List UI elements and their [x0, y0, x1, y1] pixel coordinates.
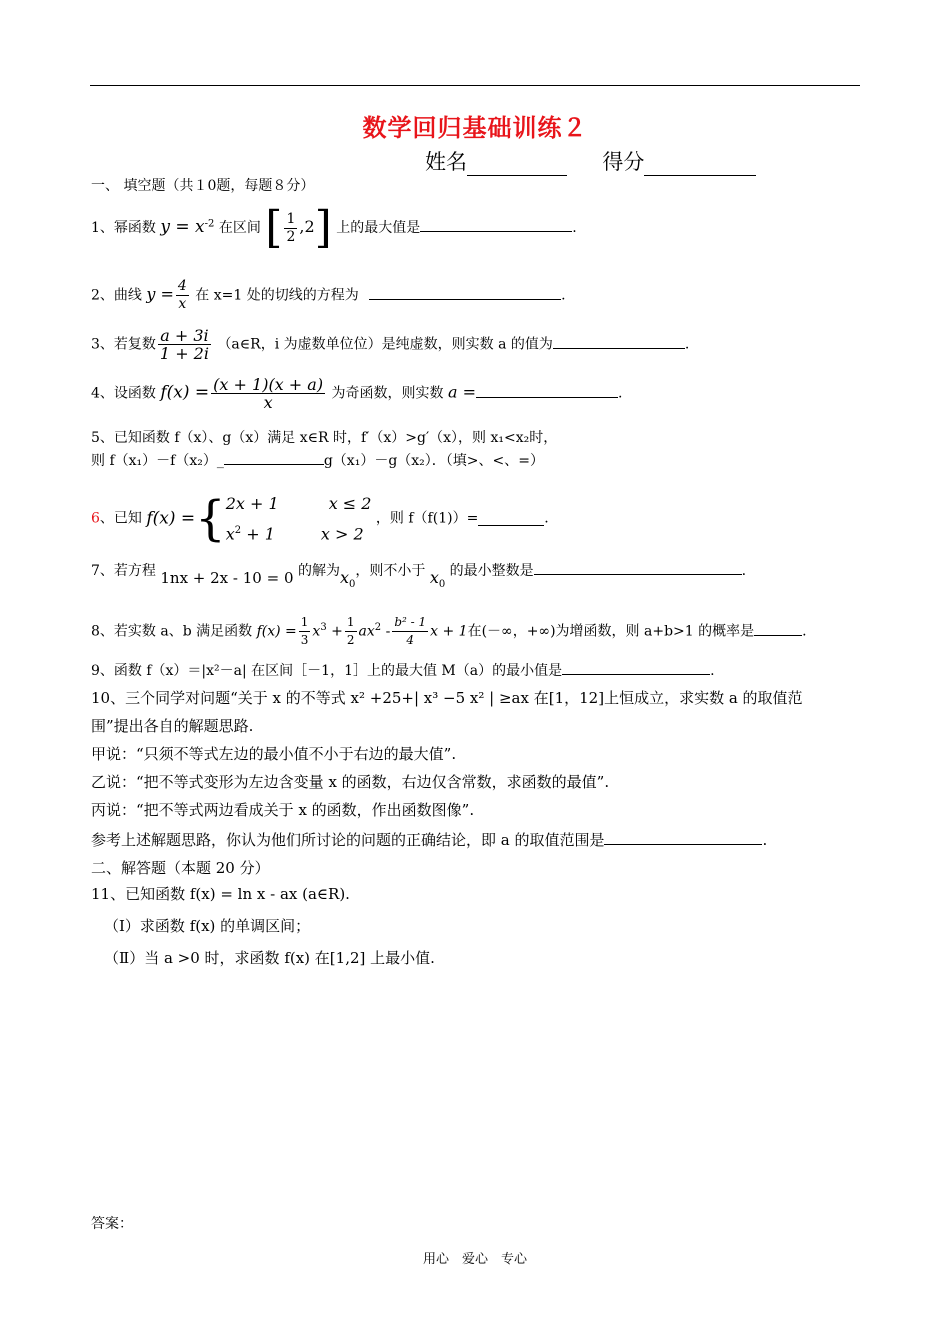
q6-cases: 2x + 1 x ≤ 2 $x^2 + 1$ x > 2 — [225, 494, 372, 544]
page-title: 数学回归基础训练２ — [362, 114, 588, 142]
question-5-line-2 — [91, 450, 544, 471]
q3-fraction: $\frac{a + 3i}{1 + 2i}$ — [159, 326, 209, 363]
q4-lhs: f(x) = — [160, 382, 210, 403]
question-10-line-4: 乙说：“把不等式变形为左边含变量 x 的函数，右边仅含常数，求函数的最值”. — [91, 773, 610, 791]
header-rule — [90, 85, 860, 86]
q4-answer-blank[interactable] — [476, 383, 618, 398]
question-1: 1、幂函数 $y = x^{-2}$ 在区间 [ $\frac{1}{2}$ ,2] 上的最大值是 . — [91, 202, 577, 253]
q10-conclusion: 参考上述解题思路，你认为他们所讨论的问题的正确结论，即 a 的取值范围是 — [91, 831, 605, 849]
q9-text: 9、函数 f（x）＝|x²－a| 在区间［－1，1］上的最大值 M（a）的最小值是 — [91, 663, 563, 679]
q2-prefix: 2、曲线 — [91, 287, 142, 304]
q7-prefix: 7、若方程 — [91, 563, 156, 579]
q8-prefix: 8、若实数 a、b 满足函数 — [91, 623, 253, 640]
name-label: 姓名 — [425, 150, 467, 174]
question-7: 7、若方程 1nx + 2x - 10 = 0 的解为$x_0$，则不小于 $x_0$ 的最小整数是 . — [91, 560, 746, 587]
question-11-line-1: 11、已知函数 f(x) = ln x - ax (a∈R). — [91, 885, 350, 903]
q2-fraction: $\frac{4}{x}$ — [177, 278, 187, 312]
q1-tail: 上的最大值是 — [336, 220, 421, 236]
q7-equation: 1nx + 2x - 10 = 0 — [160, 569, 294, 587]
question-11-part-2: （Ⅱ）当 a >0 时，求函数 f(x) 在[1,2] 上最小值. — [104, 949, 435, 967]
section-fill-in-heading: 一、 填空题（共１0题，每题８分） — [91, 178, 315, 194]
question-10-line-6: 参考上述解题思路，你认为他们所讨论的问题的正确结论，即 a 的取值范围是 . — [91, 831, 768, 849]
q6-answer-blank[interactable] — [478, 511, 544, 526]
q3-prefix: 3、若复数 — [91, 336, 156, 353]
question-6: 6、已知 f(x) ={ 2x + 1 x ≤ 2 $x^2 + 1$ x > 2 ，则 f（f(1)）= . — [91, 490, 549, 547]
question-5-line-1: 5、已知函数 f（x）、g（x）满足 x∈R 时，f′（x）>g′（x），则 x₁<x₂时， — [91, 430, 558, 446]
question-9: 9、函数 f（x）＝|x²－a| 在区间［－1，1］上的最大值 M（a）的最小值是 . — [91, 660, 715, 681]
question-10-line-2: 围”提出各自的解题思路. — [91, 717, 254, 735]
q7-text-1: 的解为 — [297, 563, 340, 579]
q5-left: 则 f（x₁）－f（x₂）_ — [91, 453, 224, 469]
score-label: 得分 — [602, 150, 645, 174]
q7-text-3: 的最小整数是 — [449, 563, 534, 579]
question-8: 8、若实数 a、b 满足函数 f(x) = $\frac{1}{3}$ $x^3$ + $\frac{1}{2}$ $ax^2$ - $\frac{\text{b² - 1}}{4}$ x + 1在(－∞，+∞)为增函数，则 a+b>1 的概率是 . — [91, 615, 807, 647]
q10-answer-blank[interactable] — [604, 830, 762, 845]
question-3: 3、若复数 $\frac{a + 3i}{1 + 2i}$ （a∈R，i 为虚数单位位）是纯虚数，则实数 a 的值为 . — [91, 326, 690, 363]
q1-prefix: 1、幂函数 — [91, 220, 156, 236]
q7-answer-blank[interactable] — [534, 560, 742, 575]
score-blank[interactable] — [644, 153, 756, 176]
q1-exponent: -2 — [204, 218, 215, 230]
q9-answer-blank[interactable] — [562, 660, 710, 675]
page-footer: 用心 爱心 专心 — [422, 1252, 527, 1267]
q6-prefix: 、已知 — [99, 510, 142, 527]
q1-fraction: $\frac{1}{2}$ — [286, 210, 296, 245]
q1-interval-text: 在区间 — [218, 220, 261, 236]
question-10-line-5: 丙说：“把不等式两边看成关于 x 的函数，作出函数图像”. — [91, 801, 475, 819]
q8-lhs: f(x) = — [256, 623, 297, 640]
q4-text: 为奇函数，则实数 — [331, 385, 444, 402]
name-score-row — [425, 146, 756, 176]
section-solution-heading: 二、解答题（本题 20 分） — [91, 859, 270, 877]
q5-right: g（x₁）－g（x₂）．（填>、<、=） — [323, 453, 544, 469]
question-2: 2、曲线 y = $\frac{4}{x}$ 在 x=1 处的切线的方程为 . — [91, 278, 566, 312]
q3-text: （a∈R，i 为虚数单位位）是纯虚数，则实数 a 的值为 — [217, 336, 553, 353]
q6-text: ，则 f（f(1)）= — [375, 510, 479, 527]
answer-label: 答案： — [91, 1216, 133, 1232]
q1-answer-blank[interactable] — [420, 217, 572, 232]
question-11-part-1: （Ⅰ）求函数 f(x) 的单调区间； — [104, 917, 311, 935]
q3-answer-blank[interactable] — [553, 334, 685, 349]
q8-tail: 在(－∞，+∞)为增函数，则 a+b>1 的概率是 — [467, 623, 755, 640]
name-blank[interactable] — [467, 153, 567, 176]
question-10-line-1: 10、三个同学对问题“关于 x 的不等式 x² +25+| x³ −5 x² | ≥ax 在[1，12]上恒成立，求实数 a 的取值范 — [91, 689, 803, 707]
q6-lhs: f(x) = — [146, 508, 196, 529]
question-4: 4、设函数 f(x) = $\frac{(x + 1)(x + a)}{x}$ 为奇函数，则实数 a = . — [91, 375, 623, 412]
q4-var: a = — [447, 382, 476, 402]
q7-text-2: ，则不小于 — [355, 563, 426, 579]
q1-function: y = x — [160, 217, 205, 237]
q5-answer-blank[interactable] — [224, 450, 324, 465]
q4-fraction: $\frac{(x + 1)(x + a)}{x}$ — [213, 375, 324, 412]
q2-lhs: y = — [146, 284, 174, 304]
q4-prefix: 4、设函数 — [91, 385, 156, 402]
q1-upper: ,2 — [299, 217, 315, 236]
question-10-line-3: 甲说：“只须不等式左边的最小值不小于右边的最大值”. — [91, 745, 457, 763]
q8-answer-blank[interactable] — [754, 621, 802, 636]
q6-number: 6 — [91, 510, 100, 527]
q2-text: 在 x=1 处的切线的方程为 — [195, 287, 359, 304]
q2-answer-blank[interactable] — [369, 285, 561, 300]
